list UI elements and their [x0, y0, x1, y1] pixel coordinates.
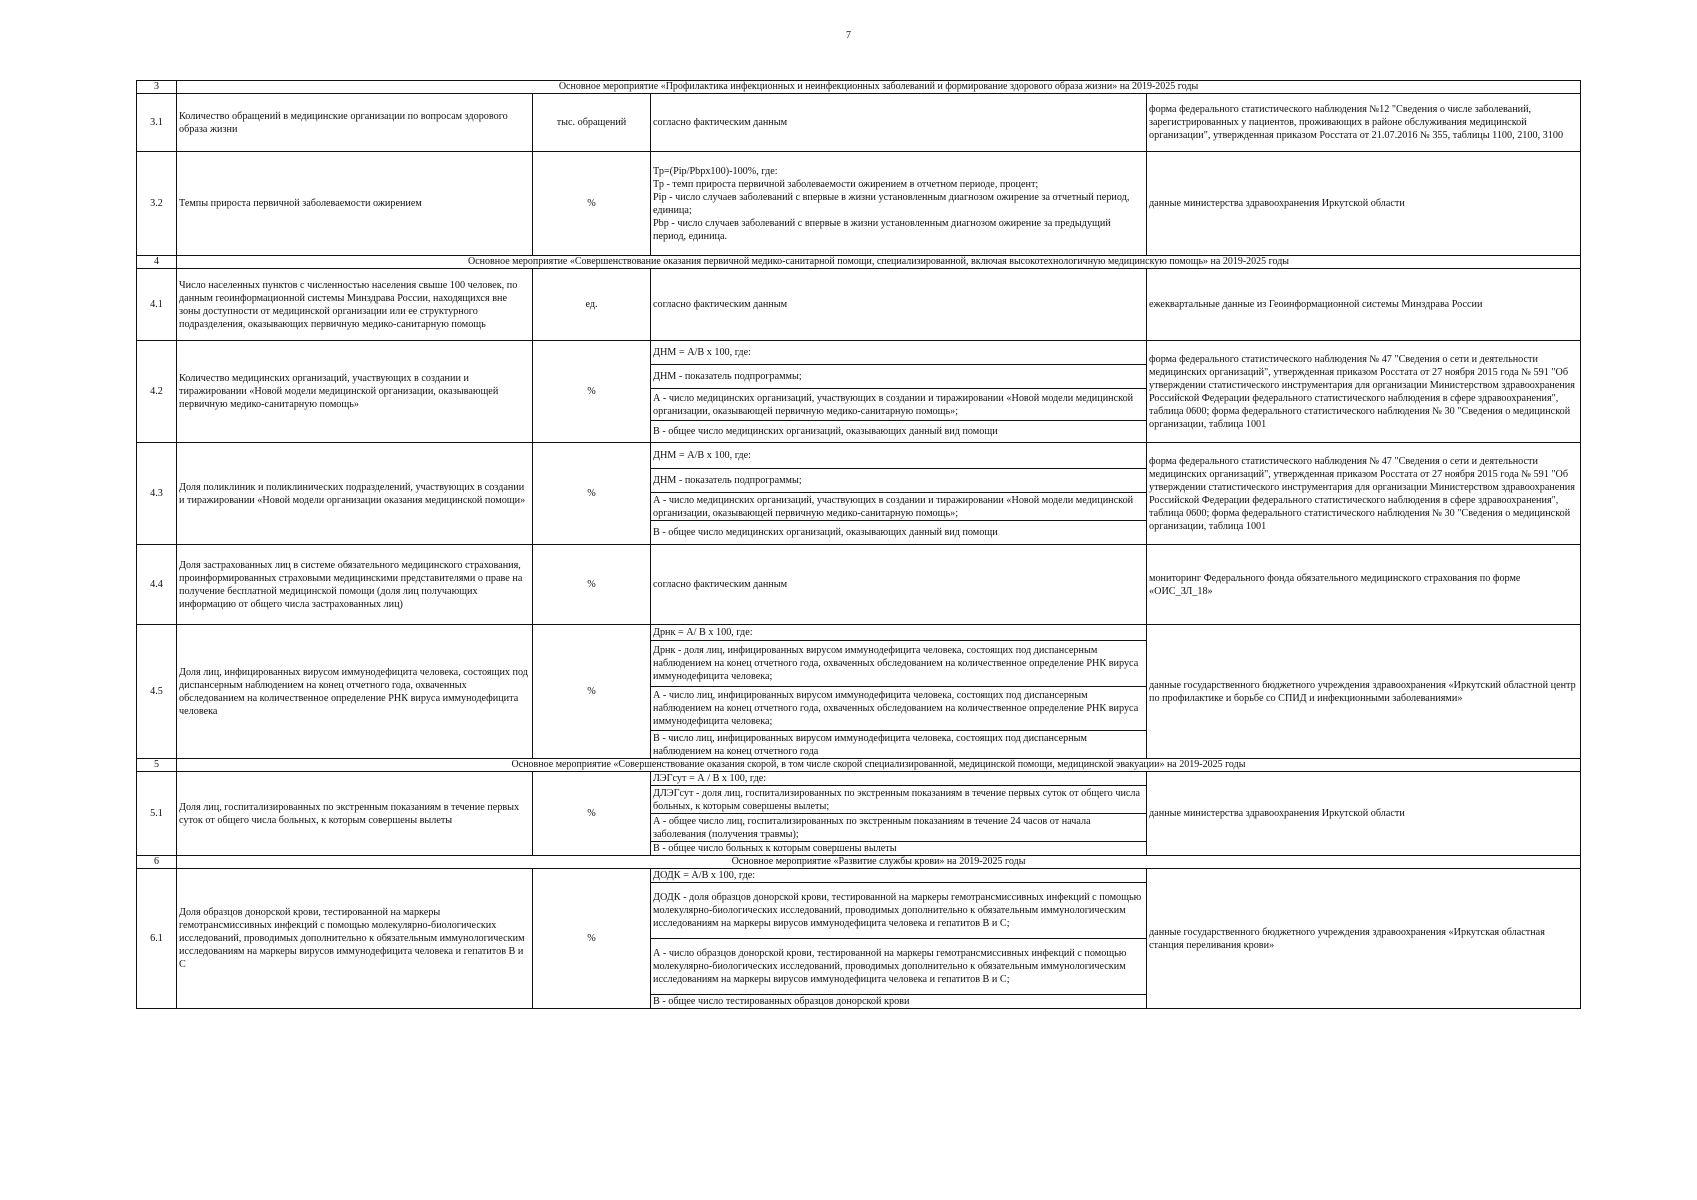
method: согласно фактическим данным [651, 269, 1147, 341]
method-definition: В - число лиц, инфицированных вирусом иммунодефицита человека, состоящих под диспансерным наблюдением на конец отчетного года [651, 731, 1147, 759]
indicator-name: Доля лиц, госпитализированных по экстренным показаниям в течение первых суток от общего числа больных, к которым совершены вылеты [177, 772, 533, 856]
method-definition: В - общее число медицинских организаций, оказывающих данный вид помощи [651, 421, 1147, 443]
page-number: 7 [846, 30, 851, 41]
table-row [137, 772, 1581, 786]
unit: тыс. обращений [533, 94, 651, 152]
method-definition: ДОДК - доля образцов донорской крови, тестированной на маркеры гемотрансмиссивных инфекций с помощью молекулярно-биологических исследований, проводимых дополнительно к обязательным иммунологическим исследованиям на маркеры вирусов иммунодефицита человека и гепатитов В и С; [651, 883, 1147, 939]
method-formula: ДНМ = А/В х 100, где: [651, 341, 1147, 365]
row-number: 4.4 [137, 545, 177, 625]
source: мониторинг Федерального фонда обязательного медицинского страхования по форме «ОИС_ЗЛ_18» [1147, 545, 1581, 625]
section-title: Основное мероприятие «Развитие службы крови» на 2019-2025 годы [177, 856, 1581, 869]
source: форма федерального статистического наблюдения № 47 "Сведения о сети и деятельности медицинских организаций", утвержденная приказом Росстата от 27 ноября 2015 года № 591 "Об утверждении статистического инструментария для организации Министерством здравоохранения Российской Федерации федерального статистического наблюдения в сфере здравоохранения", таблица 0600; форма федерального статистического наблюдения № 30 "Сведения о медицинской организации, таблица 1001 [1147, 443, 1581, 545]
method-definition: Дрнк - доля лиц, инфицированных вирусом иммунодефицита человека, состоящих под диспансерным наблюдением на конец отчетного года, охваченных обследованием на количественное определение РНК вируса иммунодефицита человека; [651, 641, 1147, 687]
source: форма федерального статистического наблюдения №12 "Сведения о числе заболеваний, зарегистрированных у пациентов, проживающих в районе обслуживания медицинской организации", утвержденная приказом Росстата от 21.07.2016 № 355, таблицы 1100, 2100, 3100 [1147, 94, 1581, 152]
unit: % [533, 869, 651, 1009]
method-definition: А - общее число лиц, госпитализированных по экстренным показаниям в течение 24 часов от начала заболевания (получения травмы); [651, 814, 1147, 842]
method [651, 152, 1147, 256]
unit: % [533, 341, 651, 443]
unit: % [533, 443, 651, 545]
indicator-name: Количество обращений в медицинские организации по вопросам здорового образа жизни [177, 94, 533, 152]
indicator-name: Доля образцов донорской крови, тестированной на маркеры гемотрансмиссивных инфекций с помощью молекулярно-биологических исследований, проводимых дополнительно к обязательным иммунологическим исследованиям на маркеры вирусов иммунодефицита человека и гепатитов В и С [177, 869, 533, 1009]
table-row [137, 443, 1581, 469]
unit: % [533, 152, 651, 256]
unit: % [533, 625, 651, 759]
method-formula: ДНМ = А/В х 100, где: [651, 443, 1147, 469]
section-row [137, 256, 1581, 269]
source: ежеквартальные данные из Геоинформационной системы Минздрава России [1147, 269, 1581, 341]
indicator-name: Темпы прироста первичной заболеваемости ожирением [177, 152, 533, 256]
method-line: Pip - число случаев заболеваний с впервые в жизни установленным диагнозом ожирение за отчетный период, единица; [653, 191, 1130, 216]
row-number: 4.5 [137, 625, 177, 759]
table-row [137, 625, 1581, 641]
section-row [137, 856, 1581, 869]
method-definition: В - общее число тестированных образцов донорской крови [651, 995, 1147, 1009]
method-definition: ДНМ - показатель подпрограммы; [651, 365, 1147, 389]
section-number: 6 [137, 856, 177, 869]
source: данные министерства здравоохранения Иркутской области [1147, 772, 1581, 856]
section-title: Основное мероприятие «Профилактика инфекционных и неинфекционных заболеваний и формирование здорового образа жизни» на 2019-2025 годы [177, 81, 1581, 94]
method: согласно фактическим данным [651, 94, 1147, 152]
unit: % [533, 545, 651, 625]
section-row [137, 759, 1581, 772]
unit: % [533, 772, 651, 856]
row-number: 4.3 [137, 443, 177, 545]
method-definition: В - общее число больных к которым совершены вылеты [651, 842, 1147, 856]
row-number: 4.2 [137, 341, 177, 443]
indicator-name: Доля поликлиник и поликлинических подразделений, участвующих в создании и тиражировании «Новой модели организации оказания медицинской помощи» [177, 443, 533, 545]
table-row [137, 269, 1581, 341]
method-definition: ДНМ - показатель подпрограммы; [651, 469, 1147, 493]
method-definition: А - число медицинских организаций, участвующих в создании и тиражировании «Новой модели медицинской организации, оказывающей первичную медико-санитарную помощь»; [651, 389, 1147, 421]
section-number: 3 [137, 81, 177, 94]
unit: ед. [533, 269, 651, 341]
section-number: 5 [137, 759, 177, 772]
indicator-name: Доля застрахованных лиц в системе обязательного медицинского страхования, проинформированных страховыми медицинскими представителями о праве на получение бесплатной медицинской помощи (доля лиц получающих информацию от общего числа застрахованных лиц) [177, 545, 533, 625]
table-row [137, 869, 1581, 883]
method-definition: ДЛЭГсут - доля лиц, госпитализированных по экстренным показаниям в течение первых суток от общего числа больных, к которым совершены вылеты; [651, 786, 1147, 814]
method-formula: ЛЭГсут = А / В х 100, где: [651, 772, 1147, 786]
method-formula: Дрнк = А/ В х 100, где: [651, 625, 1147, 641]
row-number: 4.1 [137, 269, 177, 341]
section-row [137, 81, 1581, 94]
source: данные государственного бюджетного учреждения здравоохранения «Иркутская областная станция переливания крови» [1147, 869, 1581, 1009]
section-title: Основное мероприятие «Совершенствование оказания первичной медико-санитарной помощи, специализированной, включая высокотехнологичную медицинскую помощь» на 2019-2025 годы [177, 256, 1581, 269]
source: данные государственного бюджетного учреждения здравоохранения «Иркутский областной центр по профилактике и борьбе со СПИД и инфекционными заболеваниями» [1147, 625, 1581, 759]
indicators-table [136, 80, 1581, 1009]
source: данные министерства здравоохранения Иркутской области [1147, 152, 1581, 256]
indicator-name: Доля лиц, инфицированных вирусом иммунодефицита человека, состоящих под диспансерным наблюдением на конец отчетного года, охваченных обследованием на количественное определение РНК вируса иммунодефицита человека [177, 625, 533, 759]
method-definition: А - число лиц, инфицированных вирусом иммунодефицита человека, состоящих под диспансерным наблюдением на конец отчетного года, охваченных обследованием на количественное определение РНК вируса иммунодефицита человека; [651, 687, 1147, 731]
method-definition: А - число медицинских организаций, участвующих в создании и тиражировании «Новой модели медицинской организации, оказывающей первичную медико-санитарную помощь»; [651, 493, 1147, 521]
section-number: 4 [137, 256, 177, 269]
method-line: Pbp - число случаев заболеваний с впервые в жизни установленным диагнозом ожирение за предыдущий период, единица. [653, 217, 1111, 242]
indicator-name: Количество медицинских организаций, участвующих в создании и тиражировании «Новой модели медицинской организации, оказывающей первичную медико-санитарную помощь» [177, 341, 533, 443]
indicator-name: Число населенных пунктов с численностью населения свыше 100 человек, по данным геоинформационной системы Минздрава России, находящихся вне зоны доступности от медицинской организации или ее структурного подразделения, оказывающих первичную медико-санитарную помощь [177, 269, 533, 341]
method-definition: А - число образцов донорской крови, тестированной на маркеры гемотрансмиссивных инфекций с помощью молекулярно-биологических исследований, проводимых дополнительно к обязательным иммунологическим исследованиям на маркеры вирусов иммунодефицита человека и гепатитов В и С; [651, 939, 1147, 995]
section-title: Основное мероприятие «Совершенствование оказания скорой, в том числе скорой специализированной, медицинской помощи, медицинской эвакуации» на 2019-2025 годы [177, 759, 1581, 772]
method-formula: ДОДК = А/В х 100, где: [651, 869, 1147, 883]
table-row [137, 545, 1581, 625]
method-definition: В - общее число медицинских организаций, оказывающих данный вид помощи [651, 521, 1147, 545]
method-line: Тр=(Pip/Pbpx100)-100%, где: [653, 165, 778, 177]
row-number: 6.1 [137, 869, 177, 1009]
method-line: Тр - темп прироста первичной заболеваемости ожирением в отчетном периоде, процент; [653, 178, 1039, 190]
row-number: 3.2 [137, 152, 177, 256]
table-row [137, 341, 1581, 365]
row-number: 5.1 [137, 772, 177, 856]
method: согласно фактическим данным [651, 545, 1147, 625]
table-row [137, 152, 1581, 256]
row-number: 3.1 [137, 94, 177, 152]
source: форма федерального статистического наблюдения № 47 "Сведения о сети и деятельности медицинских организаций", утвержденная приказом Росстата от 27 ноября 2015 года № 591 "Об утверждении статистического инструментария для организации Министерством здравоохранения Российской Федерации федерального статистического наблюдения в сфере здравоохранения", таблица 0600; форма федерального статистического наблюдения № 30 "Сведения о медицинской организации, таблица 1001 [1147, 341, 1581, 443]
table-row [137, 94, 1581, 152]
